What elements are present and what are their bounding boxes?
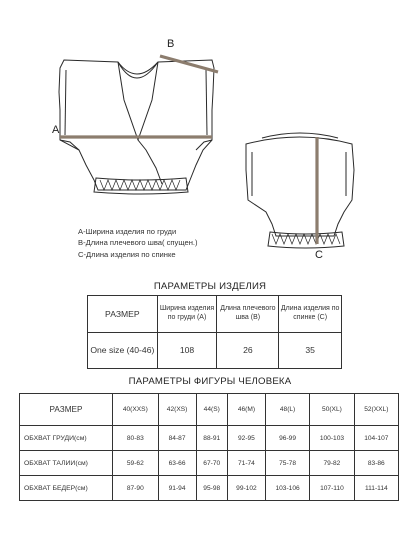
marker-c: C (315, 249, 323, 261)
product-header-shoulder: Длина плечевого шва (В) (217, 296, 279, 333)
table-cell: 84-87 (158, 426, 196, 451)
table-cell: 87-90 (113, 476, 159, 501)
size-header-cell: 52(XXL) (354, 394, 398, 426)
body-params-table (19, 393, 399, 501)
product-shoulder-value: 26 (217, 333, 279, 369)
table-cell: 100-103 (310, 426, 354, 451)
marker-b: B (167, 38, 175, 50)
size-header-cell: 46(M) (227, 394, 265, 426)
table-cell: 95-98 (196, 476, 227, 501)
legend-item-a: A-Ширина изделия по груди (78, 227, 177, 236)
body-params-title: ПАРАМЕТРЫ ФИГУРЫ ЧЕЛОВЕКА (128, 376, 292, 387)
legend-item-b: B-Длина плечевого шва( спущен.) (78, 238, 198, 248)
garment-technical-drawing (0, 0, 420, 270)
table-cell: 99-102 (227, 476, 265, 501)
measure-line-b (160, 56, 218, 72)
table-cell: 79-82 (310, 451, 354, 476)
table-cell: 111-114 (354, 476, 398, 501)
measurement-legend (78, 226, 198, 260)
product-header-length: Длина изделия по спинке (С) (279, 296, 342, 333)
product-header-size: РАЗМЕР (88, 296, 158, 333)
table-cell: 103-106 (265, 476, 309, 501)
row-label-waist: ОБХВАТ ТАЛИИ(см) (20, 451, 113, 476)
table-cell: 91-94 (158, 476, 196, 501)
table-cell: 75-78 (265, 451, 309, 476)
table-row (20, 426, 399, 451)
legend-item-c: C-Длина изделия по спинке (78, 249, 176, 259)
row-label-hips: ОБХВАТ БЕДЕР(см) (20, 476, 113, 501)
product-header-chest: Ширина изделия по груди (А) (157, 296, 217, 333)
row-label-chest: ОБХВАТ ГРУДИ(см) (20, 426, 113, 451)
size-header-cell: 44(S) (196, 394, 227, 426)
front-neckline (118, 62, 158, 78)
product-params-table (87, 295, 342, 369)
table-cell: 59-62 (113, 451, 159, 476)
size-header-cell: 40(XXS) (113, 394, 159, 426)
table-cell: 71-74 (227, 451, 265, 476)
back-bodice-outline (246, 137, 354, 236)
back-hem-band (268, 232, 344, 248)
table-cell: 104-107 (354, 426, 398, 451)
table-cell: 83-86 (354, 451, 398, 476)
body-header-size: РАЗМЕР (20, 394, 113, 426)
size-header-cell: 42(XS) (158, 394, 196, 426)
table-cell: 80-83 (113, 426, 159, 451)
table-row (20, 476, 399, 501)
front-bodice-outline (59, 60, 214, 190)
table-cell: 67-70 (196, 451, 227, 476)
size-header-cell: 48(L) (265, 394, 309, 426)
product-size-value: One size (40-46) (88, 333, 158, 369)
size-header-cell: 50(XL) (310, 394, 354, 426)
product-length-value: 35 (279, 333, 342, 369)
product-params-title: ПАРАМЕТРЫ ИЗДЕЛИЯ (153, 281, 267, 292)
table-cell: 96-99 (265, 426, 309, 451)
marker-a: A (52, 124, 60, 136)
product-chest-value: 108 (157, 333, 217, 369)
table-cell: 107-110 (310, 476, 354, 501)
table-cell: 63-66 (158, 451, 196, 476)
table-row (20, 451, 399, 476)
table-cell: 88-91 (196, 426, 227, 451)
table-cell: 92-95 (227, 426, 265, 451)
